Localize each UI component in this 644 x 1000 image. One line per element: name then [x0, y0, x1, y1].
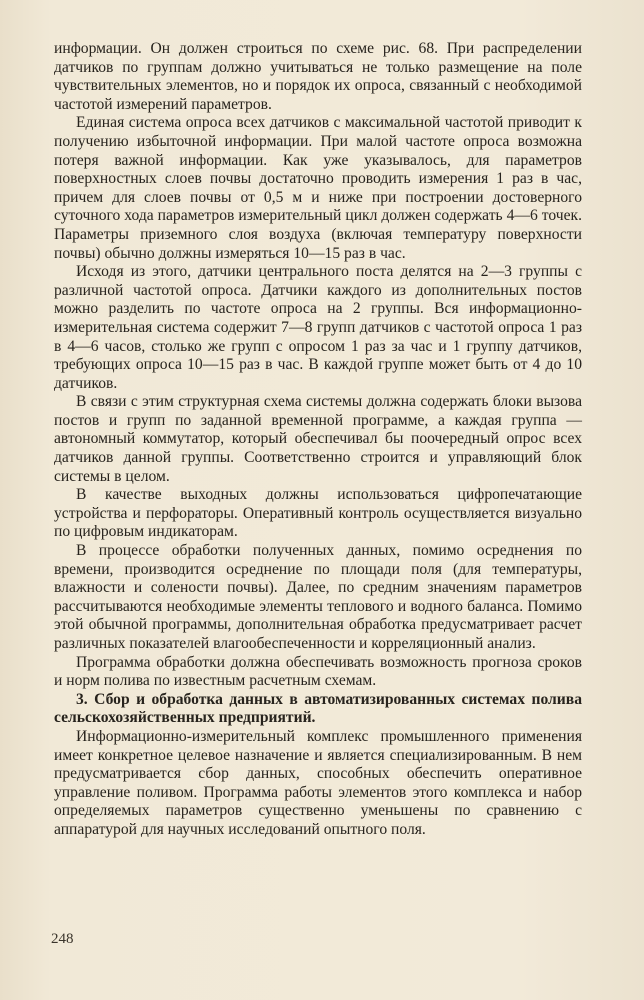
- paragraph-3: Исходя из этого, датчики центрального поста делятся на 2—3 группы с различной частотой опроса. Датчики каждого из дополнительных постов можно разделить по частоте опроса на 2 группы. Вся информационно-измерительная система содержит 7—8 групп датчиков с частотой опроса 1 раз в 4—6 часов, столько же групп с опросом 1 раз за час и 1 группу датчиков, требующих опроса 10—15 раз в час. В каждой группе может быть от 4 до 10 датчиков.: [54, 263, 582, 392]
- paragraph-6: В процессе обработки полученных данных, помимо осреднения по времени, производится осреднение по площади поля (для температуры, влажности и солености почвы). Далее, по средним значениям параметров рассчитываются необходимые элементы теплового и водного баланса. Помимо этой обычной программы, дополнительная обработка предусматривает расчет различных показателей влагообеспеченности и корреляционный анализ.: [54, 542, 582, 652]
- page-number: 248: [51, 931, 74, 947]
- paragraph-1: информации. Он должен строиться по схеме рис. 68. При распределении датчиков по группам должно учитываться не только размещение на поле чувствительных элементов, но и порядок их опроса, связанный с необходимой частотой измерений параметров.: [54, 40, 582, 113]
- paragraph-7: Программа обработки должна обеспечивать возможность прогноза сроков и норм полива по известным расчетным схемам.: [54, 653, 582, 690]
- paragraph-5: В качестве выходных должны использоваться цифропечатающие устройства и перфораторы. Оперативный контроль осуществляется визуально по цифровым индикаторам.: [54, 486, 582, 541]
- paragraph-8: Информационно-измерительный комплекс промышленного применения имеет конкретное целевое назначение и является специализированным. В нем предусматривается сбор данных, способных обеспечить оперативное управление поливом. Программа работы элементов этого комплекса и набор определяемых параметров существенно уменьшены по сравнению с аппаратурой для научных исследований опытного поля.: [54, 727, 582, 838]
- body-text: [54, 40, 582, 840]
- paragraph-2: Единая система опроса всех датчиков с максимальной частотой приводит к получению избыточной информации. При малой частоте опроса возможна потеря важной информации. Как уже указывалось, для параметров поверхностных слоев почвы достаточно проводить измерения 1 раз в час, причем для слоев почвы от 0,5 м и ниже при построении достоверного суточного хода параметров измерительный цикл должен содержать 4—6 точек. Параметры приземного слоя воздуха (включая температуру поверхности почвы) обычно должны измеряться 10—15 раз в час.: [54, 114, 582, 262]
- paragraph-4: В связи с этим структурная схема системы должна содержать блоки вызова постов и групп по заданной временной программе, а каждая группа — автономный коммутатор, который обеспечивал бы поочередный опрос всех датчиков данной группы. Соответственно строится и управляющий блок системы в целом.: [54, 393, 582, 485]
- section-heading: 3. Сбор и обработка данных в автоматизированных системах полива сельскохозяйственных предприятий.: [54, 690, 582, 727]
